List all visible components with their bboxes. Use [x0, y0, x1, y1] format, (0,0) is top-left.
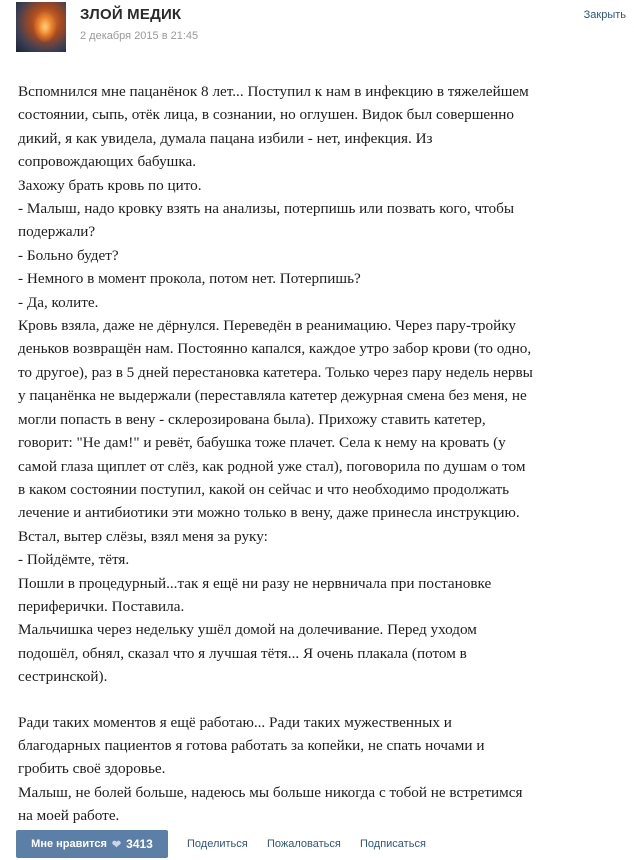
avatar[interactable]: [16, 2, 66, 52]
avatar-image: [34, 12, 56, 42]
post-line: сопровождающих бабушка.: [18, 153, 197, 171]
post-line: подошёл, обнял, сказал что я лучшая тётя... Я очень плакала (потом в: [18, 644, 467, 662]
paragraph-gap: [18, 689, 624, 711]
post-line: Малыш, не болей больше, надеюсь мы больше никогда с тобой не встретимся: [18, 783, 523, 801]
post-line: то другое), раз в 5 дней перестановка катетера. Только через пару недель нервы: [18, 363, 533, 381]
post-line: - Да, колите.: [18, 293, 99, 311]
close-link[interactable]: Закрыть: [583, 9, 626, 21]
post-body: [18, 80, 624, 828]
post-line: деньков возвращён нам. Постоянно капался, каждое утро забор крови (то одно,: [18, 340, 532, 358]
post-actions: [0, 830, 634, 858]
post-line: гробить своё здоровье.: [18, 760, 166, 778]
post-line: периферички. Поставила.: [18, 597, 185, 615]
post-line: на моей работе.: [18, 807, 120, 825]
post-line: Пошли в процедурный...так я ещё ни разу не нервничала при постановке: [18, 574, 492, 592]
post-line: у пацанёнка не выдержали (переставляла катетер дежурная смена без меня, не: [18, 387, 527, 405]
post-line: подержали?: [18, 223, 96, 241]
post-line: в каком состоянии поступил, какой он сейчас и что необходимо продолжать: [18, 480, 510, 498]
post-date[interactable]: 2 декабря 2015 в 21:45: [80, 30, 199, 42]
post-line: благодарных пациентов я готова работать за копейки, не спать ночами и: [18, 736, 485, 754]
author-name[interactable]: ЗЛОЙ МЕДИК: [80, 6, 182, 23]
post-line: лечение и антибиотики эти можно только в вену, даже принесла инструкцию.: [18, 504, 520, 522]
post-line: дикий, я как увидела, думала пацана избили - нет, инфекция. Из: [18, 129, 433, 147]
post-line: Встал, вытер слёзы, взял меня за руку:: [18, 527, 268, 545]
post-line: - Немного в момент прокола, потом нет. Потерпишь?: [18, 270, 361, 288]
post-line: самой глаза щиплет от слёз, как родной уже стал), поговорила по душам о том: [18, 457, 526, 475]
report-link[interactable]: Пожаловаться: [267, 838, 341, 850]
post-line: - Малыш, надо кровку взять на анализы, потерпишь или позвать кого, чтобы: [18, 200, 515, 218]
post-line: - Пойдёмте, тётя.: [18, 551, 130, 569]
post-line: Захожу брать кровь по цито.: [18, 176, 202, 194]
post-header: [0, 0, 634, 60]
like-button[interactable]: [16, 830, 168, 858]
heart-icon: ❤: [111, 838, 122, 851]
like-count: 3413: [126, 837, 153, 851]
post-line: - Больно будет?: [18, 246, 119, 264]
share-link[interactable]: Поделиться: [187, 838, 248, 850]
post-line: Ради таких моментов я ещё работаю... Ради таких мужественных и: [18, 713, 452, 731]
post-line: Вспомнился мне пацанёнок 8 лет... Поступил к нам в инфекцию в тяжелейшем: [18, 83, 529, 100]
post-line: Кровь взяла, даже не дёрнулся. Переведён в реанимацию. Через пару-тройку: [18, 317, 516, 335]
subscribe-link[interactable]: Подписаться: [360, 838, 426, 850]
post-line: сестринской).: [18, 668, 108, 686]
post-line: состоянии, сыпь, отёк лица, в сознании, но оглушен. Видок был совершенно: [18, 106, 515, 124]
like-label: Мне нравится: [31, 838, 107, 850]
post-line: говорит: "Не дам!" и ревёт, бабушка тоже плачет. Села к нему на кровать (у: [18, 434, 506, 452]
post-line: Мальчишка через недельку ушёл домой на долечивание. Перед уходом: [18, 621, 477, 639]
post-line: могли попасть в вену - склерозирована была). Прихожу ставить катетер,: [18, 410, 486, 428]
